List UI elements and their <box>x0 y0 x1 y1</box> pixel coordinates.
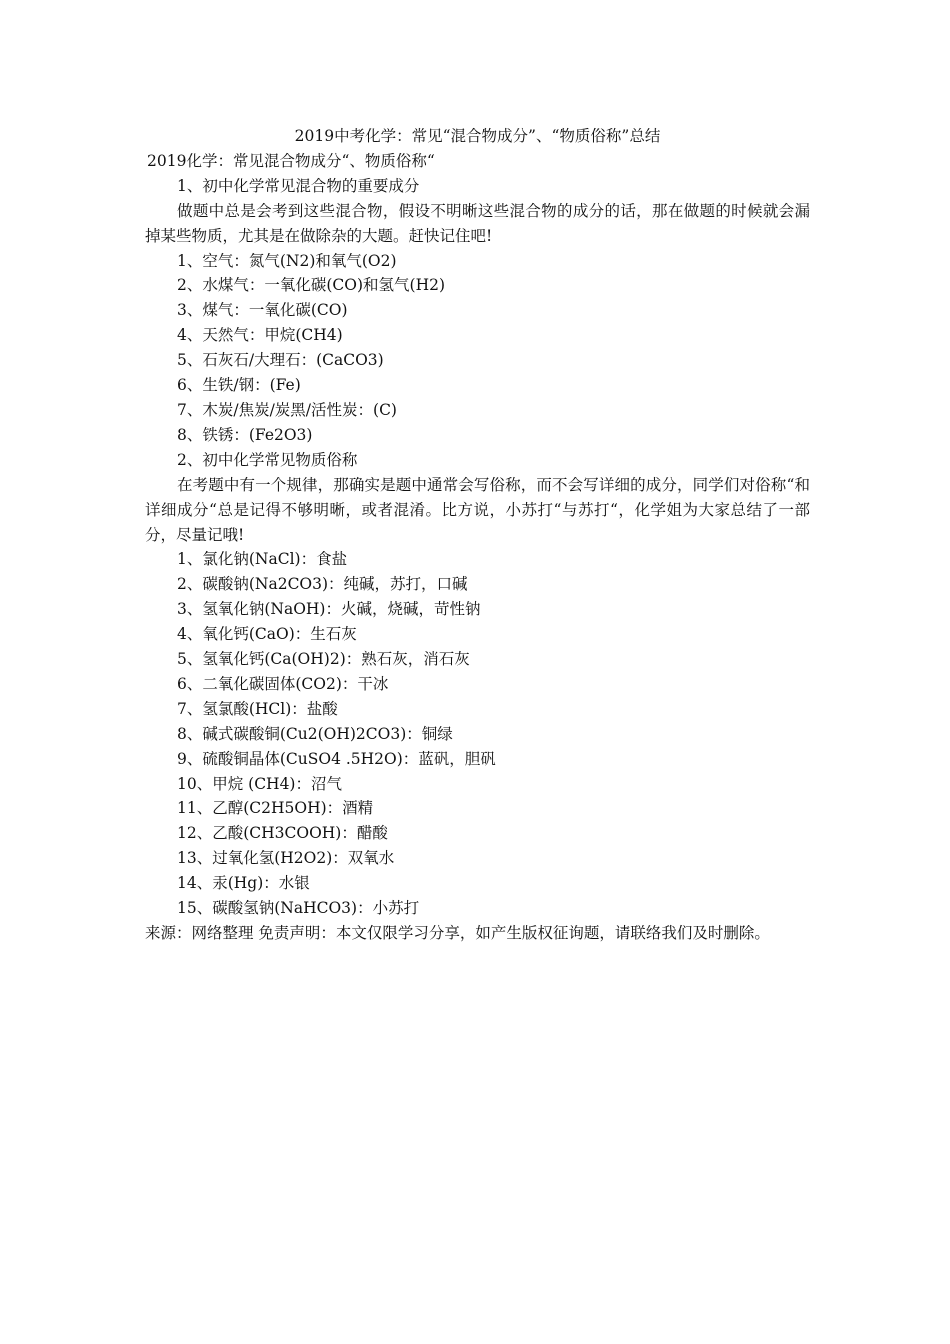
list-item: 4、氧化钙(CaO)：生石灰 <box>177 625 357 644</box>
list-item: 6、生铁/钢：(Fe) <box>177 376 301 395</box>
list-item: 8、碱式碳酸铜(Cu2(OH)2CO3)：铜绿 <box>177 724 453 743</box>
section-intro-common-names: 在考题中有一个规律，那确实是题中通常会写俗称，而不会写详细的成分，同学们对俗称“和详细成分“总是记得不够明晰，或者混淆。比方说，小苏打“与苏打“，化学姐为大家总结了一部分，尽量记哦! <box>145 475 810 544</box>
list-item: 2、水煤气：一氧化碳(CO)和氢气(H2) <box>177 276 445 295</box>
list-item: 6、二氧化碳固体(CO2)：干冰 <box>177 674 389 693</box>
list-item: 11、乙醇(C2H5OH)：酒精 <box>177 799 374 818</box>
section-intro-mixtures: 做题中总是会考到这些混合物，假设不明晰这些混合物的成分的话，那在做题的时候就会漏掉某些物质，尤其是在做除杂的大题。赶快记住吧! <box>145 201 810 245</box>
list-item: 8、铁锈：(Fe2O3) <box>177 425 313 444</box>
list-item: 1、氯化钠(NaCl)：食盐 <box>177 550 348 569</box>
document-title: 2019中考化学：常见“混合物成分”、“物质俗称”总结 <box>294 127 661 145</box>
list-item: 1、空气：氮气(N2)和氧气(O2) <box>177 251 397 270</box>
list-item: 12、乙酸(CH3COOH)：醋酸 <box>177 824 388 843</box>
list-item: 4、天然气：甲烷(CH4) <box>177 326 343 345</box>
list-item: 3、氢氧化钠(NaOH)：火碱，烧碱，苛性钠 <box>177 600 481 619</box>
list-item: 9、硫酸铜晶体(CuSO4 .5H2O)：蓝矾，胆矾 <box>177 749 496 768</box>
list-item: 15、碳酸氢钠(NaHCO3)：小苏打 <box>177 899 420 918</box>
list-item: 3、煤气：一氧化碳(CO) <box>177 301 348 320</box>
document-subtitle: 2019化学：常见混合物成分“、物质俗称“ <box>147 151 435 170</box>
list-item: 2、碳酸钠(Na2CO3)：纯碱，苏打，口碱 <box>177 575 468 594</box>
mixture-list <box>145 249 810 448</box>
list-item: 10、甲烷 (CH4)：沼气 <box>177 774 342 793</box>
list-item: 7、氢氯酸(HCl)：盐酸 <box>177 699 338 718</box>
list-item: 7、木炭/焦炭/炭黑/活性炭：(C) <box>177 400 397 419</box>
source-disclaimer: 来源：网络整理 免责声明：本文仅限学习分享，如产生版权征询题，请联络我们及时删除。 <box>145 924 770 942</box>
document-body <box>145 124 810 946</box>
list-item: 14、汞(Hg)：水银 <box>177 874 310 893</box>
section-heading-mixtures: 1、初中化学常见混合物的重要成分 <box>177 176 420 195</box>
list-item: 5、石灰石/大理石：(CaCO3) <box>177 351 384 370</box>
section-heading-common-names: 2、初中化学常见物质俗称 <box>177 450 358 469</box>
common-name-list <box>145 547 810 921</box>
list-item: 13、过氧化氢(H2O2)：双氧水 <box>177 849 395 868</box>
list-item: 5、氢氧化钙(Ca(OH)2)：熟石灰，消石灰 <box>177 650 470 669</box>
